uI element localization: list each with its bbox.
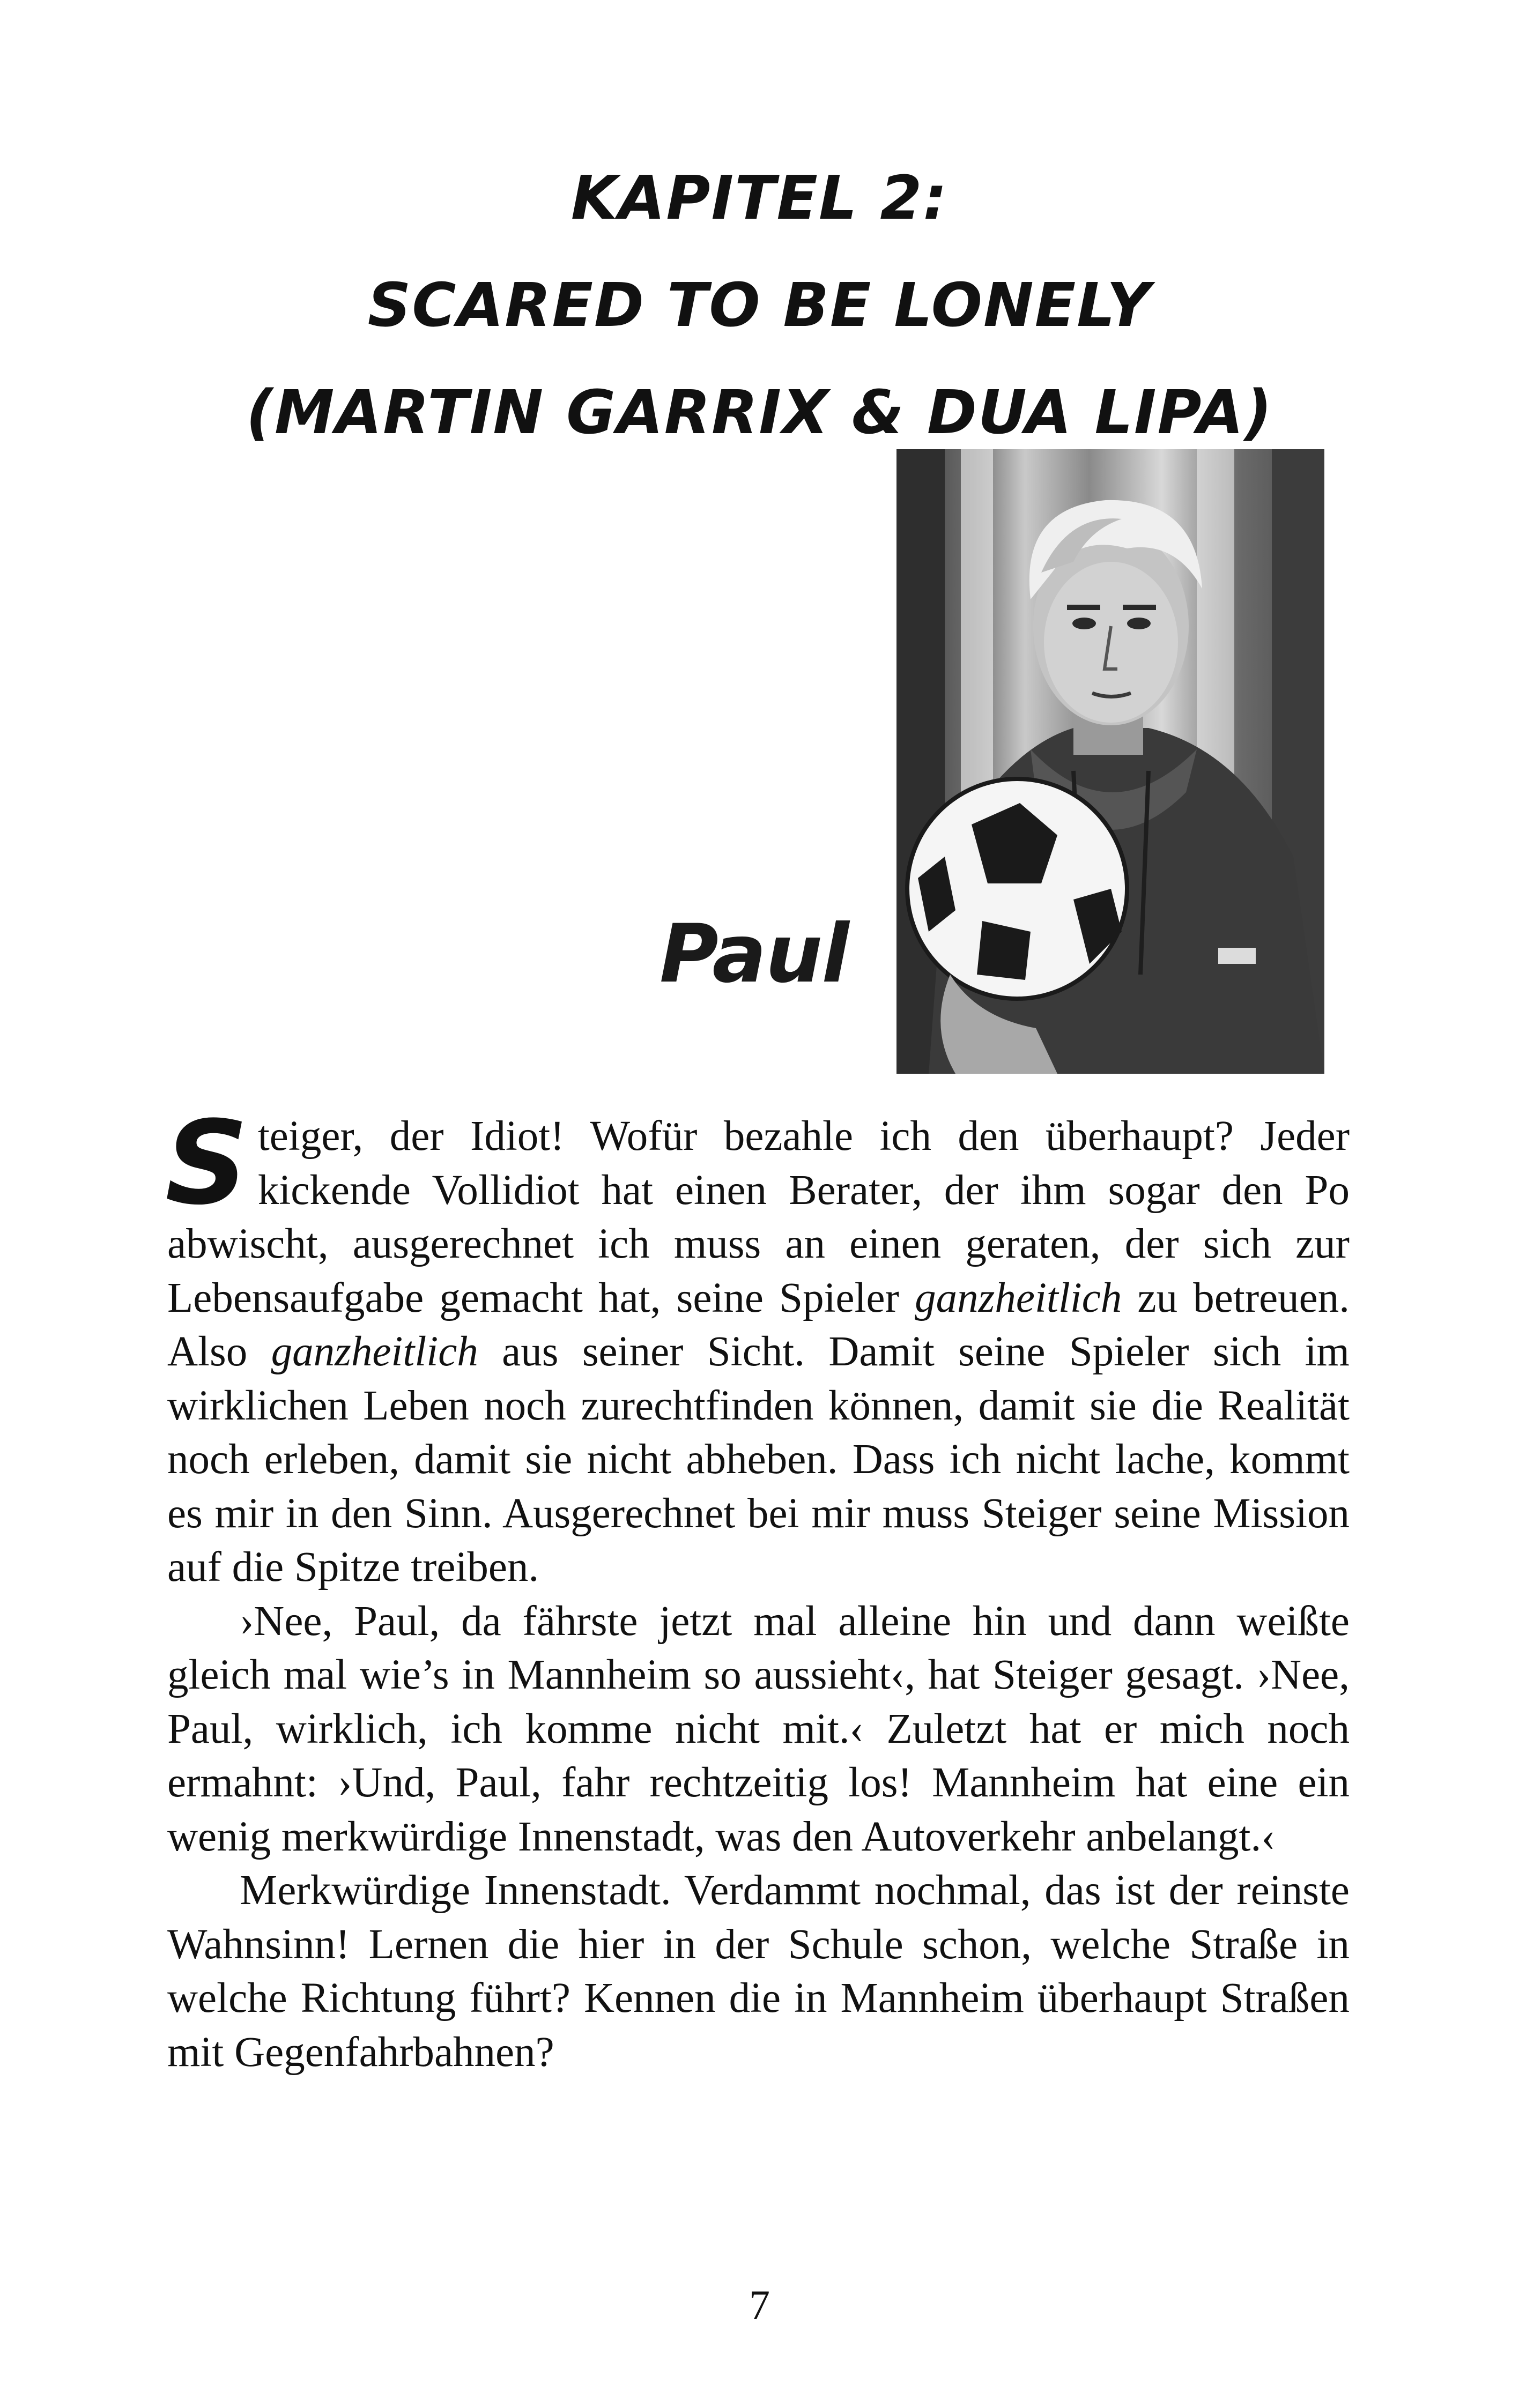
paragraph-1-emphasis-2: ganzheitlich (271, 1328, 478, 1375)
paragraph-1 (165, 1096, 1350, 1595)
paragraph-3: Merkwürdige Innenstadt. Verdammt nochmal, das ist der reinste Wahnsinn! Lernen die hier in der Schule schon, welche Straße in welche Richtung führt? Kennen die in Mannheim überhaupt Straßen mit Gegenfahrbahnen? (167, 1867, 1350, 2076)
chapter-title-line-2: SCARED TO BE LONELY (367, 271, 1152, 340)
paragraph-1-emphasis-1: ganzheitlich (915, 1274, 1122, 1321)
paragraph-1-part-b: zu betreuen. Also (167, 1274, 1350, 1375)
paragraph-2: ›Nee, Paul, da fährste jetzt mal alleine hin und dann weißte gleich mal wie’s in Mannheim so aussieht‹, hat Steiger gesagt. ›Nee, Paul, wirklich, ich komme nicht mit.‹ Zuletzt hat er mich noch ermahnt: ›Und, Paul, fahr rechtzeitig los! Mannheim hat eine ein wenig merkwürdige Innenstadt, was den Autoverkehr anbelangt.‹ (167, 1597, 1350, 1860)
chapter-title-line-3: (MARTIN GARRIX & DUA LIPA) (246, 378, 1273, 448)
character-name: Paul (660, 908, 848, 1001)
chapter-title-line-1: KAPITEL 2: (570, 163, 949, 233)
paragraph-1-part-c: aus seiner Sicht. Damit seine Spieler sich im wirklichen Leben noch zurechtfinden können, damit sie die Realität noch erleben, damit sie nicht abheben. Dass ich nicht lache, kommt es mir in den Sinn. Ausgerechnet bei mir muss Steiger seine Mission auf die Spitze treiben. (167, 1328, 1350, 1591)
paragraph-1-part-a: teiger, der Idiot! Wofür bezahle ich den überhaupt? Jeder kickende Vollidiot hat einen Berater, der ihm sogar den Po abwischt, ausgerechnet ich muss an einen geraten, der sich zur Lebensaufgabe gemacht hat, seine Spieler (167, 1113, 1350, 1321)
chapter-title (0, 145, 1519, 466)
body-text (165, 1096, 1350, 2079)
page-number: 7 (749, 2281, 770, 2328)
portrait-illustration-icon (896, 449, 1324, 1074)
drop-cap: S (165, 1096, 248, 1230)
